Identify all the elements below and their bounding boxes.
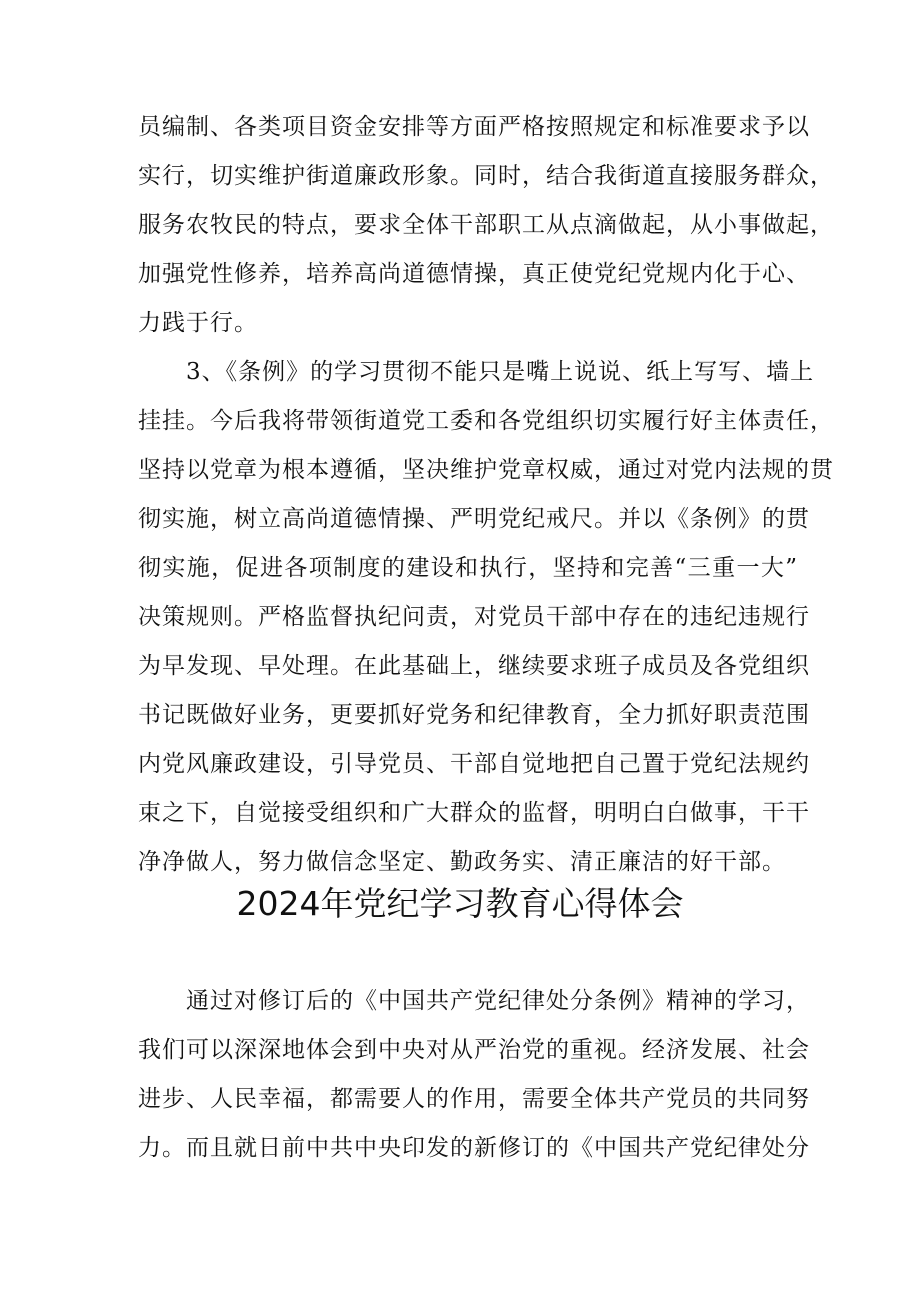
- paragraph-line: 挂挂。今后我将带领街道党工委和各党组织切实履行好主体责任，: [138, 408, 834, 434]
- paragraph-line: 彻实施，促进各项制度的建设和执行，坚持和完善“三重一大”: [138, 555, 798, 581]
- paragraph-line: 我们可以深深地体会到中央对从严治党的重视。经济发展、社会: [138, 1037, 810, 1063]
- paragraph-line: 净净做人，努力做信念坚定、勤政务实、清正廉洁的好干部。: [138, 849, 786, 875]
- paragraph-line: 力践于行。: [138, 310, 258, 336]
- paragraph-line: 进步、人民幸福，都需要人的作用，需要全体共产党员的共同努: [138, 1086, 810, 1112]
- paragraph-line: 加强党性修养，培养高尚道德情操，真正使党纪党规内化于心、: [138, 261, 810, 287]
- paragraph-line: 服务农牧民的特点，要求全体干部职工从点滴做起，从小事做起，: [138, 212, 834, 238]
- paragraph-line: 彻实施，树立高尚道德情操、严明党纪戒尺。并以《条例》的贯: [138, 506, 810, 532]
- paragraph-line: 决策规则。严格监督执纪问责，对党员干部中存在的违纪违规行: [138, 604, 810, 630]
- paragraph-line: 为早发现、早处理。在此基础上，继续要求班子成员及各党组织: [138, 653, 810, 679]
- paragraph-line-first: 通过对修订后的《中国共产党纪律处分条例》精神的学习，: [186, 988, 810, 1014]
- paragraph-line: 员编制、各类项目资金安排等方面严格按照规定和标准要求予以: [138, 114, 810, 140]
- paragraph-line: 书记既做好业务，更要抓好党务和纪律教育，全力抓好职责范围: [138, 702, 810, 728]
- paragraph-line-first: 3、《条例》的学习贯彻不能只是嘴上说说、纸上写写、墙上: [186, 359, 815, 385]
- paragraph-line: 实行，切实维护街道廉政形象。同时，结合我街道直接服务群众，: [138, 163, 834, 189]
- document-title: 2024年党纪学习教育心得体会: [236, 884, 684, 923]
- paragraph-line: 束之下，自觉接受组织和广大群众的监督，明明白白做事，干干: [138, 800, 810, 826]
- paragraph-line: 力。而且就日前中共中央印发的新修订的《中国共产党纪律处分: [138, 1135, 810, 1161]
- paragraph-line: 坚持以党章为根本遵循，坚决维护党章权威，通过对党内法规的贯: [138, 457, 834, 483]
- paragraph-line: 内党风廉政建设，引导党员、干部自觉地把自己置于党纪法规约: [138, 751, 810, 777]
